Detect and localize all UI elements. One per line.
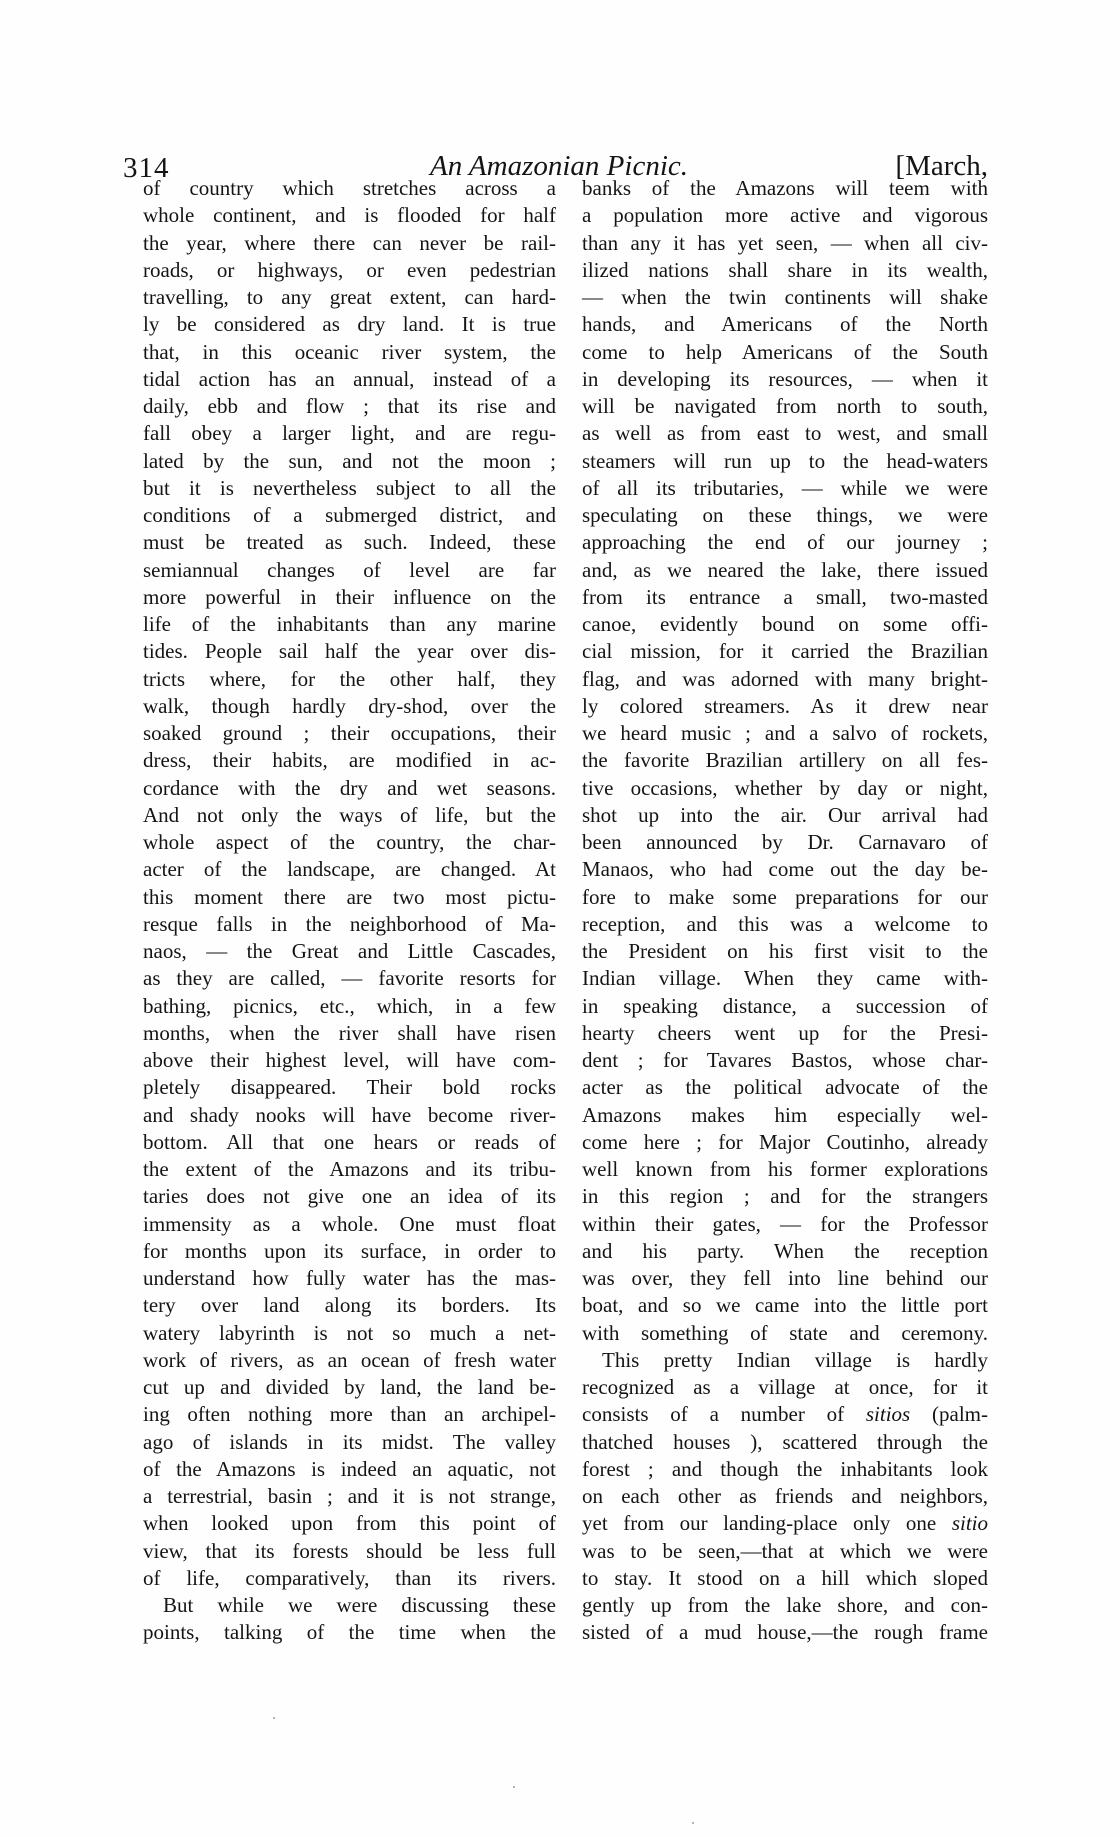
text-line: than any it has yet seen, — when all civ- [582,230,988,255]
text-line: tery over land along its borders. Its [143,1293,556,1318]
text-line: bottom. All that one hears or reads of [143,1129,556,1154]
text-line: cordance with the dry and wet seasons. [143,775,556,800]
text-line: as well as from east to west, and small [582,421,988,446]
text-line: to stay. It stood on a hill which sloped [582,1565,988,1590]
text-line: travelling, to any great extent, can hard- [143,285,556,309]
text-line [582,1401,988,1428]
text-line: Indian village. When they came with- [582,966,988,991]
text-line: shot up into the air. Our arrival had [582,802,988,827]
text-line: in developing its resources, — when it [582,366,988,391]
text-line: that, in this oceanic river system, the [143,339,556,364]
italic-term: sitio [951,1511,988,1536]
text-line: and, as we neared the lake, there issued [582,557,988,582]
text-line: conditions of a submerged district, and [143,503,556,527]
text-line: for months upon its surface, in order to [143,1238,556,1263]
text-line: recognized as a village at once, for it [582,1375,988,1399]
running-title: An Amazonian Picnic. [429,150,688,182]
text-line: And not only the ways of life, but the [143,802,556,827]
text-line: resque falls in the neighborhood of Ma- [143,911,556,936]
text-line: as they are called, — favorite resorts for [143,966,556,991]
text-line: a terrestrial, basin ; and it is not strange, [143,1484,556,1508]
running-date: [March, [895,150,988,182]
line-text: consists of a number of [582,1402,866,1427]
left-text-column [143,175,556,1647]
text-line: tricts where, for the other half, they [143,666,556,691]
paper-speck [692,1822,694,1824]
text-line: tive occasions, whether by day or night, [582,775,988,800]
text-line: in speaking distance, a succession of [582,993,988,1018]
text-line: was over, they fell into line behind our [582,1266,988,1290]
text-line: gently up from the lake shore, and con- [582,1593,988,1617]
text-line: acter as the political advocate of the [582,1075,988,1100]
text-line: steamers will run up to the head-waters [582,448,988,473]
text-line: ing often nothing more than an archipel- [143,1402,556,1427]
text-line: bathing, picnics, etc., which, in a few [143,993,556,1018]
text-line: cut up and divided by land, the land be- [143,1375,556,1399]
text-line: from its entrance a small, two-masted [582,584,988,609]
text-line: more powerful in their influence on the [143,584,556,609]
text-line: work of rivers, as an ocean of fresh water [143,1347,556,1372]
right-text-column [582,175,988,1647]
text-line: pletely disappeared. Their bold rocks [143,1075,556,1100]
text-line: Manaos, who had come out the day be- [582,857,988,882]
text-line: fore to make some preparations for our [582,884,988,909]
text-line: soaked ground ; their occupations, their [143,721,556,745]
text-line: we heard music ; and a salvo of rockets, [582,721,988,745]
text-line: ago of islands in its midst. The valley [143,1429,556,1454]
text-line: fall obey a larger light, and are regu- [143,421,556,446]
text-line: whole continent, and is flooded for half [143,203,556,228]
text-line: points, talking of the time when the [143,1620,556,1645]
text-line: with something of state and ceremony. [582,1320,988,1345]
text-line: and his party. When the reception [582,1238,988,1263]
text-line: tides. People sail half the year over dis- [143,639,556,664]
text-line: sisted of a mud house,—the rough frame [582,1620,988,1645]
text-line: come here ; for Major Coutinho, already [582,1129,988,1154]
text-line: been announced by Dr. Carnavaro of [582,830,988,854]
text-line: immensity as a whole. One must float [143,1211,556,1236]
text-line: hands, and Americans of the North [582,312,988,337]
text-line: semiannual changes of level are far [143,557,556,582]
text-line: whole aspect of the country, the char- [143,830,556,854]
text-line: ilized nations shall share in its wealth, [582,257,988,282]
text-line: boat, and so we came into the little port [582,1293,988,1318]
text-line: taries does not give one an idea of its [143,1184,556,1209]
text-line [582,1510,988,1537]
paper-speck [273,1717,275,1719]
text-line: life of the inhabitants than any marine [143,612,556,636]
text-line: acter of the landscape, are changed. At [143,857,556,882]
text-line: cial mission, for it carried the Brazilian [582,639,988,664]
text-line: canoe, evidently bound on some offi- [582,612,988,636]
text-line: a population more active and vigorous [582,203,988,228]
text-line: flag, and was adorned with many bright- [582,666,988,691]
text-line: the President on his first visit to the [582,939,988,963]
text-line: on each other as friends and neighbors, [582,1484,988,1508]
text-line: and shady nooks will have become river- [143,1102,556,1127]
text-line: of country which stretches across a [143,176,556,200]
text-line: ly colored streamers. As it drew near [582,693,988,718]
text-line: but it is nevertheless subject to all the [143,475,556,500]
text-line: come to help Americans of the South [582,339,988,364]
text-line: But while we were discussing these [163,1593,556,1617]
text-line: view, that its forests should be less full [143,1538,556,1563]
text-line: reception, and this was a welcome to [582,911,988,936]
text-line: was to be seen,—that at which we were [582,1538,988,1563]
text-line: thatched houses ), scattered through the [582,1429,988,1454]
text-line: will be navigated from north to south, [582,394,988,418]
text-line: Amazons makes him especially wel- [582,1102,988,1127]
text-line: must be treated as such. Indeed, these [143,530,556,555]
text-line: banks of the Amazons will teem with [582,176,988,200]
text-line: walk, though hardly dry-shod, over the [143,693,556,718]
text-line: This pretty Indian village is hardly [602,1347,988,1372]
text-line: tidal action has an annual, instead of a [143,366,556,391]
text-line: the extent of the Amazons and its tribu- [143,1157,556,1181]
line-text: (palm- [910,1402,988,1427]
text-line: forest ; and though the inhabitants look [582,1456,988,1481]
text-line: naos, — the Great and Little Cascades, [143,939,556,963]
text-line: the year, where there can never be rail- [143,230,556,255]
italic-term: sitios [865,1402,911,1427]
page-number: 314 [123,152,170,184]
text-line: ly be considered as dry land. It is true [143,312,556,337]
text-line: approaching the end of our journey ; [582,530,988,555]
text-line: of life, comparatively, than its rivers. [143,1565,556,1590]
text-line: dent ; for Tavares Bastos, whose char- [582,1048,988,1072]
paper-speck [513,1786,515,1788]
text-line: roads, or highways, or even pedestrian [143,257,556,282]
text-line: above their highest level, will have com- [143,1048,556,1072]
text-line: hearty cheers went up for the Presi- [582,1020,988,1045]
text-line: — when the twin continents will shake [582,285,988,309]
text-line: the favorite Brazilian artillery on all fes- [582,748,988,773]
text-line: daily, ebb and flow ; that its rise and [143,394,556,418]
line-text: yet from our landing-place only one [582,1511,952,1536]
text-line: understand how fully water has the mas- [143,1266,556,1290]
text-line: well known from his former explorations [582,1157,988,1181]
text-line: within their gates, — for the Professor [582,1211,988,1236]
text-line: speculating on these things, we were [582,503,988,527]
text-line: when looked upon from this point of [143,1511,556,1536]
text-line: lated by the sun, and not the moon ; [143,448,556,473]
text-line: watery labyrinth is not so much a net- [143,1320,556,1345]
text-line: in this region ; and for the strangers [582,1184,988,1209]
text-line: this moment there are two most pictu- [143,884,556,909]
text-line: dress, their habits, are modified in ac- [143,748,556,773]
text-line: of all its tributaries, — while we were [582,475,988,500]
text-line: months, when the river shall have risen [143,1020,556,1045]
text-line: of the Amazons is indeed an aquatic, not [143,1456,556,1481]
